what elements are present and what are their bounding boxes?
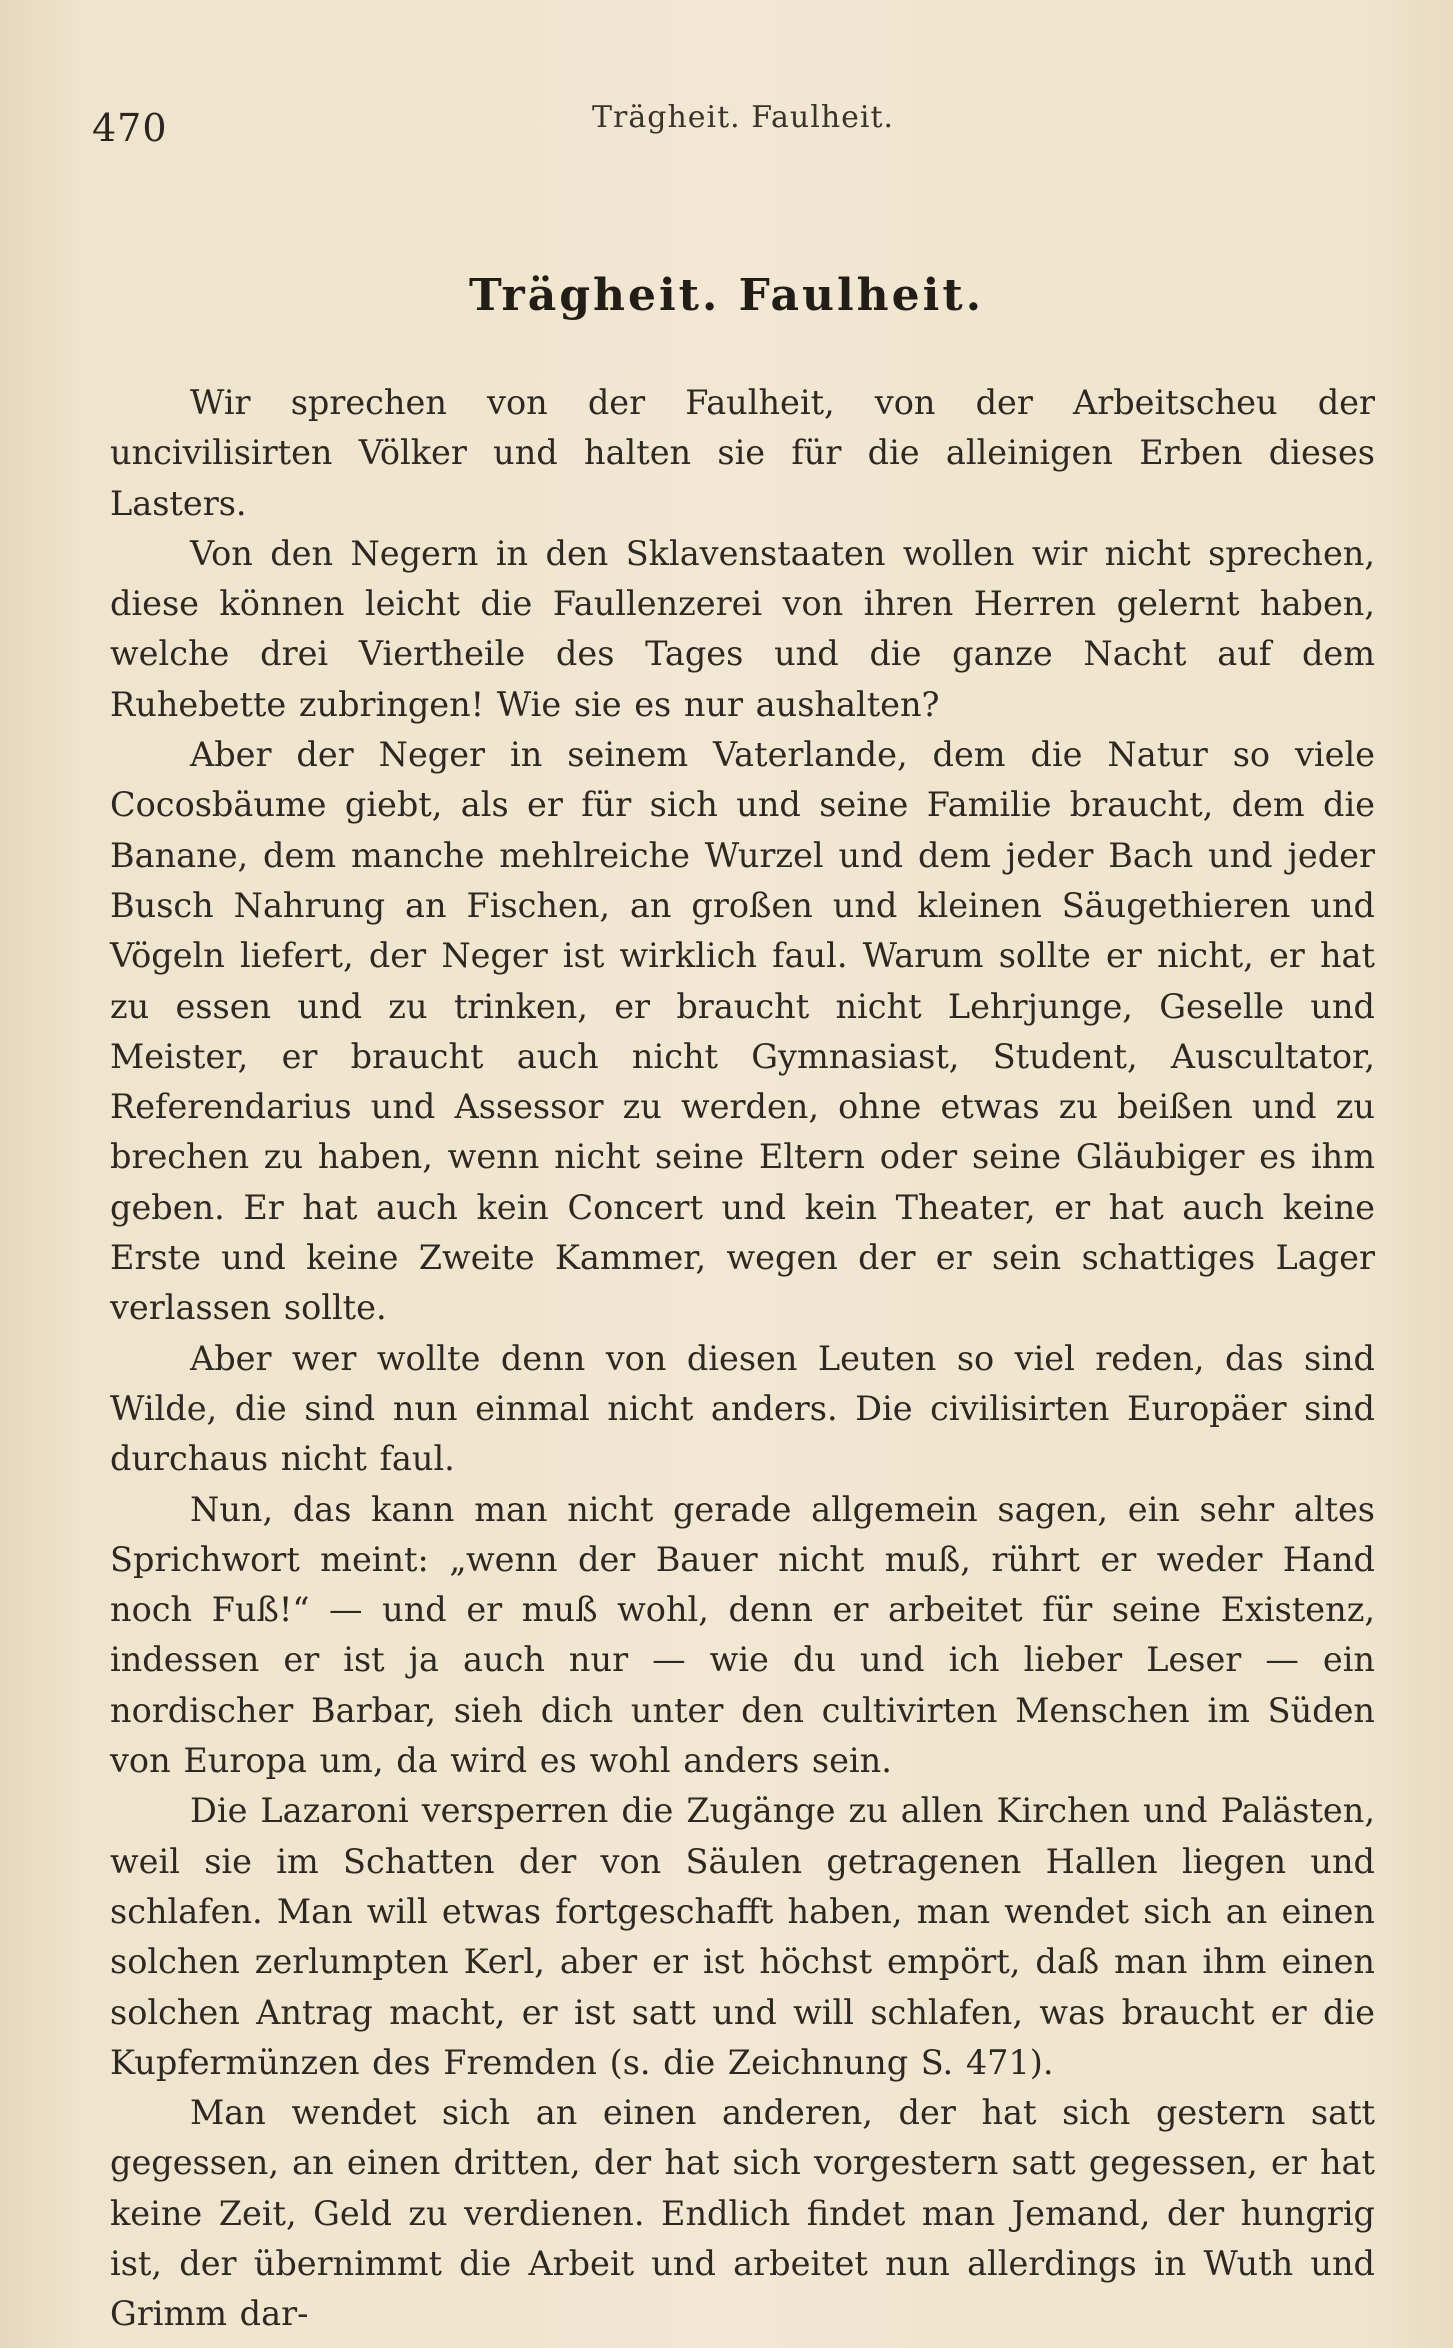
paragraph: Aber wer wollte denn von diesen Leuten so viel reden, das sind Wilde, die sind nun einmal nicht anders. Die civilisirten Europäer sind durchaus nicht faul. [110, 1338, 1375, 1479]
running-title: Trägheit. Faulheit. [592, 100, 895, 135]
page-number: 470 [92, 106, 168, 150]
body-text [110, 378, 1375, 2340]
chapter-title: Trägheit. Faulheit. [468, 270, 985, 321]
paragraph: Die Lazaroni versperren die Zugänge zu allen Kirchen und Palästen, weil sie im Schatten der von Säulen getragenen Hallen liegen und schlafen. Man will etwas fortgeschafft haben, man wendet sich an einen solchen zerlumpten Kerl, aber er ist höchst empört, daß man ihm einen solchen Antrag macht, er ist satt und will schlafen, was braucht er die Kupfermünzen des Fremden (s. die Zeichnung S. 471). [110, 1791, 1375, 2082]
paragraph: Wir sprechen von der Faulheit, von der Arbeitscheu der uncivilisirten Völker und halten sie für die alleinigen Erben dieses Lasters. [110, 383, 1375, 523]
paragraph: Nun, das kann man nicht gerade allgemein sagen, ein sehr altes Sprichwort meint: „wenn der Bauer nicht muß, rührt er weder Hand noch Fuß!“ — und er muß wohl, denn er arbeitet für seine Existenz, indessen er ist ja auch nur — wie du und ich lieber Leser — ein nordischer Barbar, sieh dich unter den cultivirten Menschen im Süden von Europa um, da wird es wohl anders sein. [110, 1489, 1375, 1781]
paragraph: Von den Negern in den Sklavenstaaten wollen wir nicht sprechen, diese können leicht die Faullenzerei von ihren Herren gelernt haben, welche drei Viertheile des Tages und die ganze Nacht auf dem Ruhebette zubringen! Wie sie es nur aushalten? [110, 533, 1375, 724]
paragraph: Man wendet sich an einen anderen, der hat sich gestern satt gegessen, an einen dritten, der hat sich vorgestern satt gegessen, er hat keine Zeit, Geld zu verdienen. Endlich findet man Jemand, der hungrig ist, der übernimmt die Arbeit und arbeitet nun allerdings in Wuth und Grimm dar- [110, 2093, 1375, 2334]
paragraph: Aber der Neger in seinem Vaterlande, dem die Natur so viele Cocosbäume giebt, als er für sich und seine Familie braucht, dem die Banane, dem manche mehlreiche Wurzel und dem jeder Bach und jeder Busch Nahrung an Fischen, an großen und kleinen Säugethieren und Vögeln liefert, der Neger ist wirklich faul. Warum sollte er nicht, er hat zu essen und zu trinken, er braucht nicht Lehrjunge, Geselle und Meister, er braucht auch nicht Gymnasiast, Student, Auscultator, Referendarius und Assessor zu werden, ohne etwas zu beißen und zu brechen zu haben, wenn nicht seine Eltern oder seine Gläubiger es ihm geben. Er hat auch kein Concert und kein Theater, er hat auch keine Erste und keine Zweite Kammer, wegen der er sein schattiges Lager verlassen sollte. [110, 735, 1375, 1328]
running-head [92, 100, 1372, 156]
